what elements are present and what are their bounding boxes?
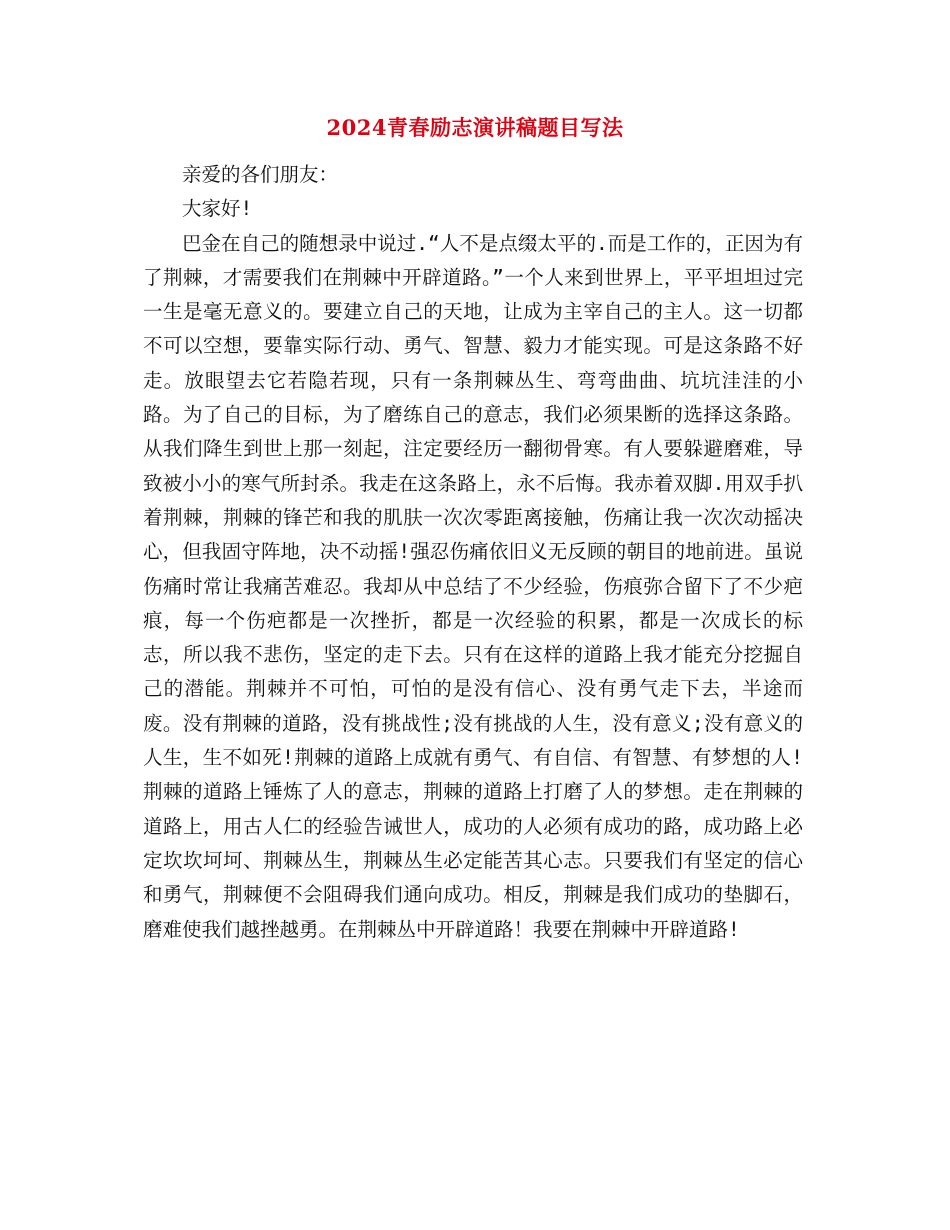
salutation-paragraph: 大家好! (182, 197, 253, 221)
document-title: 2024青春励志演讲稿题目写法 (326, 115, 624, 140)
greeting-paragraph: 亲爱的各们朋友： (182, 163, 339, 186)
document-body (143, 158, 803, 947)
main-paragraph: 巴金在自己的随想录中说过.“人不是点缀太平的.而是工作的，正因为有了荆棘，才需要我们在荆棘中开辟道路。”一个人来到世界上，平平坦坦过完一生是毫无意义的。要建立自己的天地，让成为主宰自己的主人。这一切都不可以空想，要靠实际行动、勇气、智慧、毅力才能实现。可是这条路不好走。放眼望去它若隐若现，只有一条荆棘丛生、弯弯曲曲、坑坑洼洼的小路。为了自己的目标，为了磨练自己的意志，我们必须果断的选择这条路。从我们降生到世上那一刻起，注定要经历一翻彻骨寒。有人要躲避磨难，导致被小小的寒气所封杀。我走在这条路上，永不后悔。我赤着双脚.用双手扒着荆棘，荆棘的锋芒和我的肌肤一次次零距离接触，伤痛让我一次次动摇决心，但我固守阵地，决不动摇!强忍伤痛依旧义无反顾的朝目的地前进。虽说伤痛时常让我痛苦难忍。我却从中总结了不少经验，伤痕弥合留下了不少疤痕，每一个伤疤都是一次挫折，都是一次经验的积累，都是一次成长的标志，所以我不悲伤，坚定的走下去。只有在这样的道路上我才能充分挖掘自己的潜能。荆棘并不可怕，可怕的是没有信心、没有勇气走下去，半途而废。没有荆棘的道路，没有挑战性;没有挑战的人生，没有意义;没有意义的人生，生不如死!荆棘的道路上成就有勇气、有自信、有智慧、有梦想的人!荆棘的道路上锤炼了人的意志，荆棘的道路上打磨了人的梦想。走在荆棘的道路上，用古人仁的经验告诫世人，成功的人必须有成功的路，成功路上必定坎坎坷坷、荆棘丛生，荆棘丛生必定能苦其心志。只要我们有坚定的信心和勇气，荆棘便不会阻碍我们通向成功。相反，荆棘是我们成功的垫脚石，磨难使我们越挫越勇。在荆棘丛中开辟道路！我要在荆棘中开辟道路! (143, 231, 803, 941)
